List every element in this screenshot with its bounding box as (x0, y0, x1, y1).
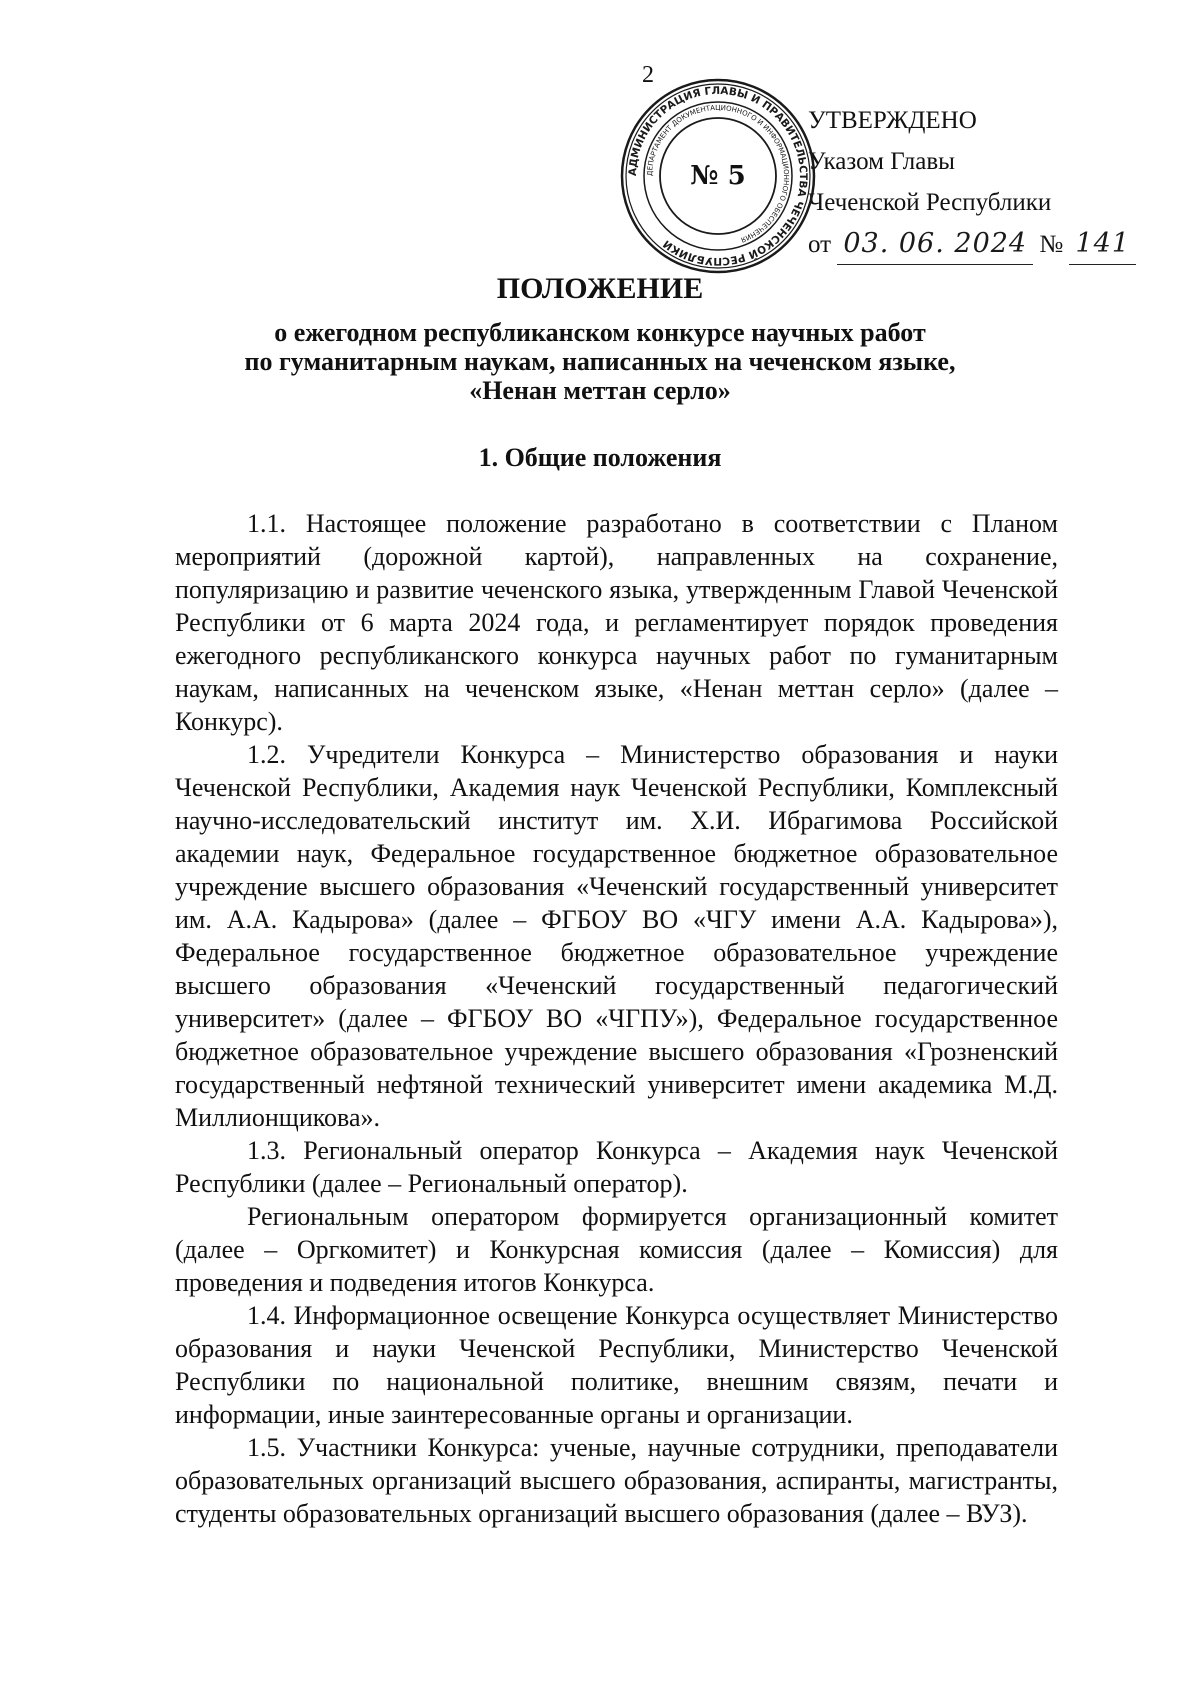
subtitle-line-1: о ежегодном республиканском конкурсе научных работ (274, 318, 926, 347)
document-subtitle (0, 318, 1200, 405)
approval-from-label: от (808, 231, 832, 258)
handwritten-date: 03. 06. 2024 (837, 223, 1033, 265)
handwritten-number: 141 (1069, 223, 1136, 265)
paragraph-1-4: 1.4. Информационное освещение Конкурса осуществляет Министерство образования и науки Чеченской Республики, Министерство Чеченской Республики по национальной политике, внешним связям, печати и информации, иные заинтересованные органы и организации. (175, 1301, 1058, 1429)
paragraph-1-2: 1.2. Учредители Конкурса – Министерство образования и науки Чеченской Республики, Академия наук Чеченской Республики, Комплексный научно-исследовательский институт им. Х.И. Ибрагимова Российской академии наук, Федеральное государственное бюджетное образовательное учреждение высшего образования «Чеченский государственный университет им. А.А. Кадырова» (далее – ФГБОУ ВО «ЧГУ имени А.А. Кадырова»), Федеральное государственное бюджетное образовательное учреждение высшего образования «Чеченский государственный педагогический университет» (далее – ФГБОУ ВО «ЧГПУ»), Федеральное государственное бюджетное образовательное учреждение высшего образования «Грозненский государственный нефтяной технический университет имени академика М.Д. Миллионщикова». (175, 740, 1058, 1132)
official-stamp (618, 76, 818, 276)
subtitle-line-2: по гуманитарным наукам, написанных на чеченском языке, (244, 347, 956, 376)
document-body (175, 507, 1058, 1530)
paragraph-1-3: 1.3. Региональный оператор Конкурса – Академия наук Чеченской Республики (далее – Региональный оператор). (175, 1136, 1058, 1198)
approval-number-label: № (1039, 231, 1064, 258)
paragraph-operator: Региональным оператором формируется организационный комитет (далее – Оргкомитет) и Конкурсная комиссия (далее – Комиссия) для проведения и подведения итогов Конкурса. (175, 1202, 1058, 1297)
paragraph-1-5: 1.5. Участники Конкурса: ученые, научные сотрудники, преподаватели образовательных организаций высшего образования, аспиранты, магистранты, студенты образовательных организаций высшего образования (далее – ВУЗ). (175, 1433, 1058, 1528)
approval-republic: Чеченской Республики (808, 189, 1052, 216)
approval-date-row (808, 223, 1136, 265)
approval-approved: УТВЕРЖДЕНО (808, 107, 977, 134)
stamp-outer-text: АДМИНИСТРАЦИЯ ГЛАВЫ И ПРАВИТЕЛЬСТВА ЧЕЧЕНСКОЙ РЕСПУБЛИКИ (626, 84, 810, 268)
stamp-inner-text: ДЕПАРТАМЕНТ ДОКУМЕНТАЦИОННОГО И ИНФОРМАЦИОННОГО ОБЕСПЕЧЕНИЯ (645, 103, 791, 244)
stamp-number: № 5 (690, 161, 746, 191)
section-heading: 1. Общие положения (478, 443, 722, 472)
document-title: ПОЛОЖЕНИЕ (496, 272, 704, 305)
approval-block (808, 100, 1136, 265)
page-number: 2 (642, 62, 654, 88)
subtitle-line-3: «Ненан меттан серло» (469, 376, 731, 405)
paragraph-1-1: 1.1. Настоящее положение разработано в соответствии с Планом мероприятий (дорожной картой), направленных на сохранение, популяризацию и развитие чеченского языка, утвержденным Главой Чеченской Республики от 6 марта 2024 года, и регламентирует порядок проведения ежегодного республиканского конкурса научных работ по гуманитарным наукам, написанных на чеченском языке, «Ненан меттан серло» (далее – Конкурс). (175, 509, 1058, 736)
approval-decree: Указом Главы (808, 148, 955, 175)
